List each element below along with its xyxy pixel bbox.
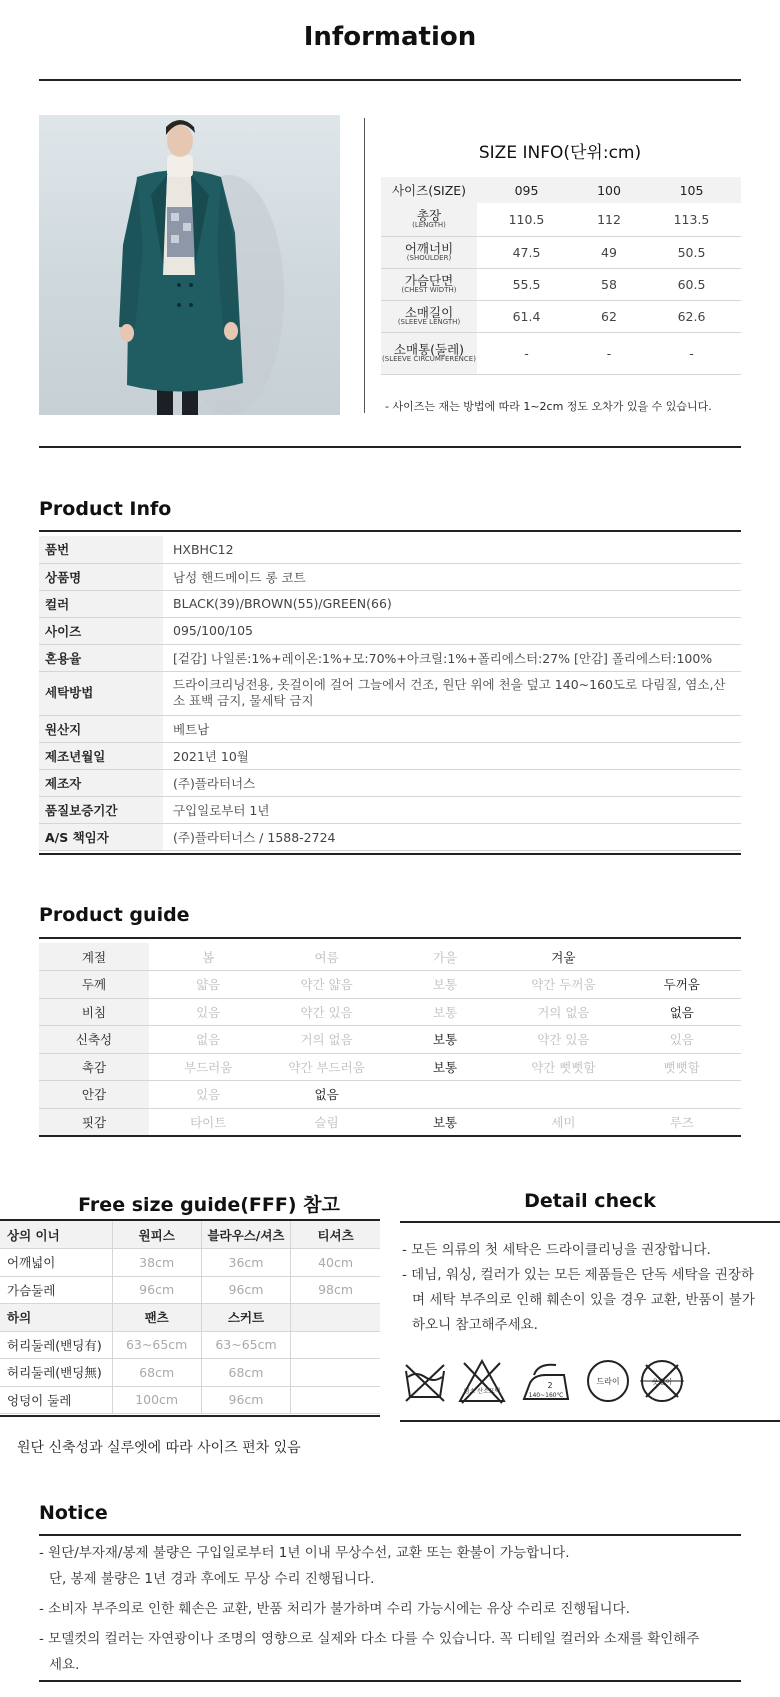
size-row xyxy=(381,300,741,332)
detail-check-title: Detail check xyxy=(524,1190,656,1212)
guide-option: 뻣뻣함 xyxy=(623,1053,741,1081)
info-value: HXBHC12 xyxy=(163,536,741,563)
guide-option: 봄 xyxy=(149,943,267,971)
info-value: 드라이크리닝전용, 옷걸이에 걸어 그늘에서 건조, 원단 위에 천을 덮고 140~160도로 다림질, 염소,산소 표백 금지, 물세탁 금지 xyxy=(163,671,741,715)
no-bleach-label: 염소 산소표백 xyxy=(463,1388,501,1395)
iron-icon xyxy=(524,1365,568,1399)
info-row xyxy=(39,617,741,644)
guide-option: 있음 xyxy=(149,998,267,1026)
guide-row xyxy=(39,971,741,999)
guide-option: 슬림 xyxy=(267,1108,385,1136)
no-wash-icon xyxy=(406,1365,444,1401)
guide-option: 있음 xyxy=(149,1081,267,1109)
free-size-label: 엉덩이 둘레 xyxy=(0,1386,112,1414)
size-value: 49 xyxy=(576,236,642,268)
free-size-row xyxy=(0,1249,380,1277)
page-title: Information xyxy=(303,22,477,52)
info-key: 제조년월일 xyxy=(39,742,163,769)
divider xyxy=(400,1420,780,1422)
free-size-cell: 98cm xyxy=(291,1276,380,1304)
size-info-title: SIZE INFO(단위:cm) xyxy=(478,143,642,163)
guide-key: 계절 xyxy=(39,943,149,971)
guide-row xyxy=(39,943,741,971)
free-size-cell xyxy=(291,1331,380,1359)
size-value: 110.5 xyxy=(477,203,576,236)
guide-option: 약간 있음 xyxy=(267,998,385,1026)
guide-option: 없음 xyxy=(623,998,741,1026)
free-size-cell: 40cm xyxy=(291,1249,380,1277)
guide-row xyxy=(39,1053,741,1081)
notice-title: Notice xyxy=(39,1502,108,1524)
free-size-label: 하의 xyxy=(0,1304,112,1332)
size-value: 62 xyxy=(576,300,642,332)
guide-key: 두께 xyxy=(39,971,149,999)
guide-key: 비침 xyxy=(39,998,149,1026)
dry-clean-icon xyxy=(588,1361,628,1401)
size-value: - xyxy=(477,332,576,374)
guide-option: 부드러움 xyxy=(149,1053,267,1081)
guide-option: 보통 xyxy=(386,1026,504,1054)
free-size-cell: 스커트 xyxy=(201,1304,290,1332)
size-row xyxy=(381,268,741,300)
size-row-label: 가슴단면 (CHEST WIDTH) xyxy=(381,268,477,300)
free-size-cell: 68cm xyxy=(201,1359,290,1387)
product-info-table xyxy=(39,536,741,851)
free-size-label: 허리둘레(밴딩有) xyxy=(0,1331,112,1359)
guide-row xyxy=(39,1081,741,1109)
size-value: 112 xyxy=(576,203,642,236)
info-value: BLACK(39)/BROWN(55)/GREEN(66) xyxy=(163,590,741,617)
notice-line: - 소비자 부주의로 인한 훼손은 교환, 반품 처리가 불가하며 수리 가능시에는 유상 수리로 진행됩니다. xyxy=(39,1601,630,1617)
no-hanger-label: 옷걸이 xyxy=(651,1378,673,1386)
size-row-label: 총장 (LENGTH) xyxy=(381,203,477,236)
divider xyxy=(39,1680,741,1682)
info-key: 혼용율 xyxy=(39,644,163,671)
size-table xyxy=(381,177,741,375)
product-guide-title: Product guide xyxy=(39,904,190,926)
free-size-row xyxy=(0,1331,380,1359)
free-size-cell: 티셔츠 xyxy=(291,1221,380,1249)
info-key: 원산지 xyxy=(39,715,163,742)
size-header-cell: 095 xyxy=(477,177,576,203)
info-row xyxy=(39,715,741,742)
free-size-cell: 68cm xyxy=(112,1359,201,1387)
info-row xyxy=(39,823,741,850)
info-key: A/S 책임자 xyxy=(39,823,163,850)
free-size-cell xyxy=(291,1304,380,1332)
free-size-cell: 63~65cm xyxy=(112,1331,201,1359)
guide-option: 거의 없음 xyxy=(267,1026,385,1054)
info-row xyxy=(39,563,741,590)
guide-option: 보통 xyxy=(386,1053,504,1081)
model-illustration xyxy=(39,115,340,415)
info-value: (주)플라터너스 / 1588-2724 xyxy=(163,823,741,850)
size-value: 62.6 xyxy=(642,300,741,332)
dry-clean-label: 드라이 xyxy=(596,1377,620,1386)
size-row xyxy=(381,332,741,374)
info-row xyxy=(39,590,741,617)
notice-line: - 모델컷의 컬러는 자연광이나 조명의 영향으로 실제와 다소 다를 수 있습니다. 꼭 디테일 컬러와 소재를 확인해주 xyxy=(39,1631,700,1647)
guide-key: 신축성 xyxy=(39,1026,149,1054)
guide-option: 여름 xyxy=(267,943,385,971)
size-table-header xyxy=(381,177,741,203)
guide-option: 약간 두꺼움 xyxy=(504,971,622,999)
free-size-label: 가슴둘레 xyxy=(0,1276,112,1304)
size-row-label: 어깨너비 (SHOULDER) xyxy=(381,236,477,268)
info-row xyxy=(39,644,741,671)
info-row xyxy=(39,796,741,823)
guide-key: 촉감 xyxy=(39,1053,149,1081)
free-size-label: 상의 이너 xyxy=(0,1221,112,1249)
guide-option: 세미 xyxy=(504,1108,622,1136)
free-size-row xyxy=(0,1359,380,1387)
notice-line: 세요. xyxy=(49,1657,80,1673)
free-size-cell: 38cm xyxy=(112,1249,201,1277)
product-guide-table xyxy=(39,943,741,1136)
guide-option: 타이트 xyxy=(149,1108,267,1136)
guide-option: 보통 xyxy=(386,971,504,999)
info-value: 구입일로부터 1년 xyxy=(163,796,741,823)
free-size-cell: 36cm xyxy=(201,1249,290,1277)
iron-temp: 140~160℃ xyxy=(528,1392,564,1399)
size-value: - xyxy=(642,332,741,374)
info-value: 095/100/105 xyxy=(163,617,741,644)
free-size-cell: 100cm xyxy=(112,1386,201,1414)
info-row xyxy=(39,769,741,796)
guide-option: 얇음 xyxy=(149,971,267,999)
notice-line: 단, 봉제 불량은 1년 경과 후에도 무상 수리 진행됩니다. xyxy=(49,1571,375,1587)
free-size-cell: 96cm xyxy=(112,1276,201,1304)
divider xyxy=(400,1221,780,1223)
info-key: 세탁방법 xyxy=(39,671,163,715)
guide-option: 있음 xyxy=(623,1026,741,1054)
guide-option: 약간 부드러움 xyxy=(267,1053,385,1081)
free-size-label: 허리둘레(밴딩無) xyxy=(0,1359,112,1387)
divider xyxy=(39,530,741,532)
guide-option xyxy=(623,943,741,971)
free-size-cell: 96cm xyxy=(201,1276,290,1304)
info-key: 제조자 xyxy=(39,769,163,796)
size-value: 113.5 xyxy=(642,203,741,236)
info-key: 사이즈 xyxy=(39,617,163,644)
free-size-cell: 팬츠 xyxy=(112,1304,201,1332)
detail-check-text xyxy=(402,1238,780,1338)
guide-option: 보통 xyxy=(386,1108,504,1136)
guide-option: 없음 xyxy=(149,1026,267,1054)
info-value: [겉감] 나일론:1%+레이온:1%+모:70%+아크릴:1%+폴리에스터:27% [안감] 폴리에스터:100% xyxy=(163,644,741,671)
size-header-cell: 105 xyxy=(642,177,741,203)
size-row xyxy=(381,203,741,236)
free-size-cell: 63~65cm xyxy=(201,1331,290,1359)
guide-key: 핏감 xyxy=(39,1108,149,1136)
info-value: 베트남 xyxy=(163,715,741,742)
divider xyxy=(39,1534,741,1536)
info-row xyxy=(39,742,741,769)
guide-option: 거의 없음 xyxy=(504,998,622,1026)
divider xyxy=(39,79,741,81)
detail-check-line: - 데님, 워싱, 컬러가 있는 모든 제품들은 단독 세탁을 권장하 xyxy=(402,1267,755,1283)
info-row xyxy=(39,671,741,715)
info-key: 컬러 xyxy=(39,590,163,617)
info-key: 품번 xyxy=(39,536,163,563)
size-value: 47.5 xyxy=(477,236,576,268)
size-value: 61.4 xyxy=(477,300,576,332)
guide-option: 두꺼움 xyxy=(623,971,741,999)
size-value: 55.5 xyxy=(477,268,576,300)
size-value: - xyxy=(576,332,642,374)
divider xyxy=(0,1415,380,1417)
guide-row xyxy=(39,1108,741,1136)
info-row xyxy=(39,536,741,563)
free-size-cell: 96cm xyxy=(201,1386,290,1414)
free-size-row xyxy=(0,1304,380,1332)
size-row xyxy=(381,236,741,268)
iron-level: 2 xyxy=(547,1381,553,1390)
guide-option: 가을 xyxy=(386,943,504,971)
free-size-row xyxy=(0,1221,380,1249)
product-info-title: Product Info xyxy=(39,498,172,520)
free-size-cell: 원피스 xyxy=(112,1221,201,1249)
size-row-label: 소매길이 (SLEEVE LENGTH) xyxy=(381,300,477,332)
size-value: 50.5 xyxy=(642,236,741,268)
detail-check-line: 며 세탁 부주의로 인해 훼손이 있을 경우 교환, 반품이 불가 xyxy=(412,1292,755,1308)
free-size-cell xyxy=(291,1359,380,1387)
free-size-cell: 블라우스/셔츠 xyxy=(201,1221,290,1249)
guide-row xyxy=(39,1026,741,1054)
free-size-title: Free size guide(FFF) 참고 xyxy=(78,1194,340,1216)
guide-option: 약간 얇음 xyxy=(267,971,385,999)
guide-option xyxy=(386,1081,504,1109)
guide-option xyxy=(623,1081,741,1109)
guide-key: 안감 xyxy=(39,1081,149,1109)
size-header-cell: 100 xyxy=(576,177,642,203)
info-key: 품질보증기간 xyxy=(39,796,163,823)
guide-option: 보통 xyxy=(386,998,504,1026)
size-value: 58 xyxy=(576,268,642,300)
detail-check-line: - 모든 의류의 첫 세탁은 드라이클리닝을 권장합니다. xyxy=(402,1242,711,1258)
notice-text xyxy=(39,1540,741,1678)
size-note: - 사이즈는 재는 방법에 따라 1~2cm 정도 오차가 있을 수 있습니다. xyxy=(385,400,712,413)
info-value: 2021년 10월 xyxy=(163,742,741,769)
vertical-divider xyxy=(364,118,365,413)
guide-option: 약간 뻣뻣함 xyxy=(504,1053,622,1081)
info-key: 상품명 xyxy=(39,563,163,590)
free-size-cell xyxy=(291,1386,380,1414)
size-header-cell: 사이즈(SIZE) xyxy=(381,177,477,203)
no-bleach-icon xyxy=(460,1361,504,1403)
info-value: 남성 핸드메이드 롱 코트 xyxy=(163,563,741,590)
free-size-note: 원단 신축성과 실루엣에 따라 사이즈 편차 있음 xyxy=(17,1440,301,1456)
free-size-row xyxy=(0,1276,380,1304)
guide-option: 루즈 xyxy=(623,1108,741,1136)
info-value: (주)플라터너스 xyxy=(163,769,741,796)
divider xyxy=(39,937,741,939)
model-photo xyxy=(39,115,340,415)
guide-option xyxy=(504,1081,622,1109)
guide-row xyxy=(39,998,741,1026)
care-icons-svg xyxy=(402,1355,780,1405)
size-row-label: 소매통(둘레) (SLEEVE CIRCUMFERENCE) xyxy=(381,332,477,374)
divider xyxy=(39,446,741,448)
divider xyxy=(39,853,741,855)
guide-option: 약간 있음 xyxy=(504,1026,622,1054)
care-icons xyxy=(402,1355,780,1405)
detail-check-line: 하오니 참고해주세요. xyxy=(412,1317,538,1333)
free-size-row xyxy=(0,1386,380,1414)
guide-option: 겨울 xyxy=(504,943,622,971)
free-size-table xyxy=(0,1221,380,1414)
free-size-label: 어깨넓이 xyxy=(0,1249,112,1277)
divider xyxy=(39,1135,741,1137)
size-value: 60.5 xyxy=(642,268,741,300)
no-hanger-dry-icon xyxy=(640,1361,684,1401)
notice-line: - 원단/부자재/봉제 불량은 구입일로부터 1년 이내 무상수선, 교환 또는 환불이 가능합니다. xyxy=(39,1545,570,1561)
guide-option: 없음 xyxy=(267,1081,385,1109)
